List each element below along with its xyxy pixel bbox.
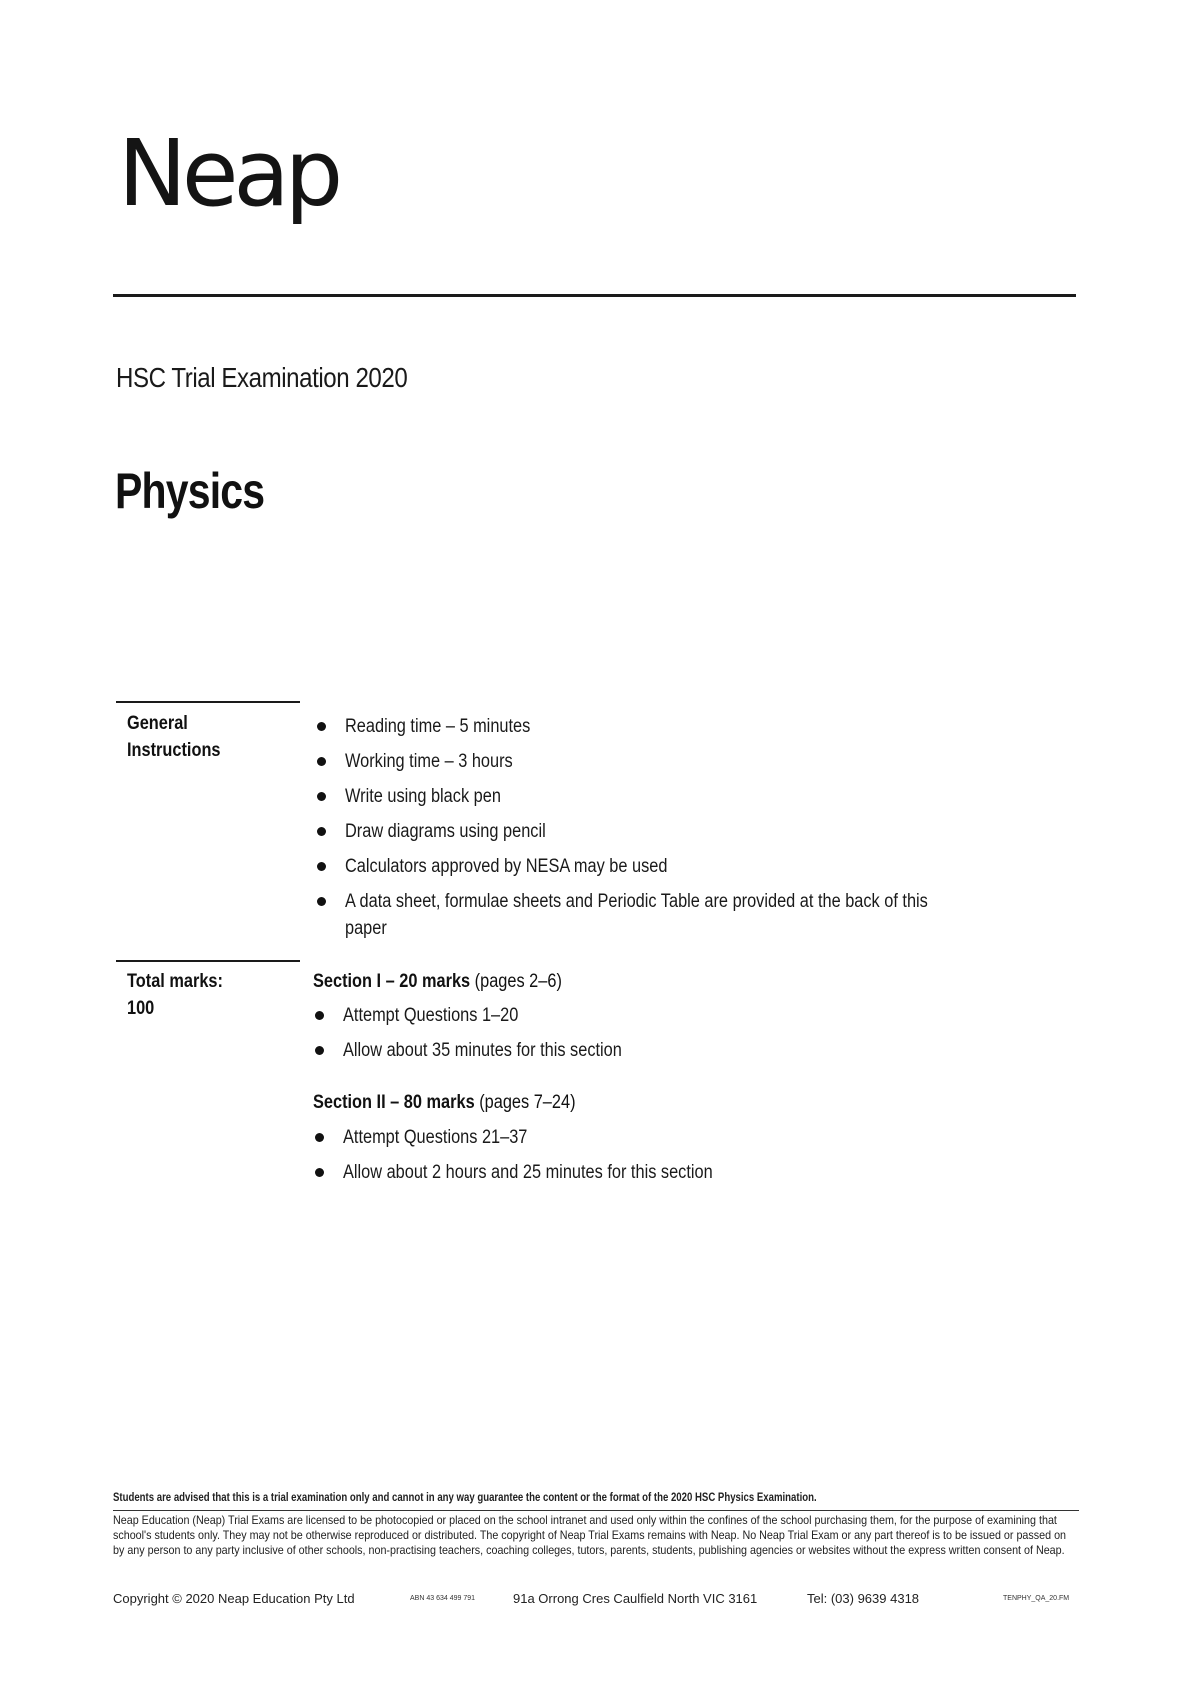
general-instructions-label xyxy=(127,710,221,764)
bullet-icon xyxy=(315,1133,324,1142)
list-item: A data sheet, formulae sheets and Periodic Table are provided at the back of this paper xyxy=(315,888,1065,942)
list-item: Allow about 2 hours and 25 minutes for this section xyxy=(313,1159,773,1186)
bullet-icon xyxy=(315,1011,324,1020)
footer-document-code: TENPHY_QA_20.FM xyxy=(1003,1595,1070,1602)
general-instructions-label-line2: Instructions xyxy=(127,740,221,761)
footer-phone: Tel: (03) 9639 4318 xyxy=(807,1591,920,1606)
neap-logo: Neap xyxy=(118,120,339,227)
footer-advisory: Students are advised that this is a trial examination only and cannot in any way guarantee the content or the format of the 2020 HSC Physics Examination. xyxy=(113,1490,817,1504)
list-item: Write using black pen xyxy=(315,783,1065,810)
bullet-icon xyxy=(317,862,326,871)
section-2-heading xyxy=(313,1089,576,1116)
list-item: Attempt Questions 21–37 xyxy=(313,1124,773,1151)
list-item: Allow about 35 minutes for this section xyxy=(313,1037,667,1064)
total-marks-rule xyxy=(116,960,300,962)
bullet-icon xyxy=(317,757,326,766)
general-instructions-rule xyxy=(116,701,300,703)
exam-title: HSC Trial Examination 2020 xyxy=(116,362,408,393)
section-1-list xyxy=(313,1002,667,1064)
header-divider xyxy=(113,294,1076,297)
footer-license-text: Neap Education (Neap) Trial Exams are licensed to be photocopied or placed on the school intranet and used only within the confines of the school purchasing them, for the purpose of examining that school's students only. They may not be otherwise reproduced or distributed. The copyright of Neap Trial Exams remains with Neap. No Neap Trial Exam or any part thereof is to be issued or passed on by any person to any party inclusive of other schools, non-practising teachers, coaching colleges, tutors, parents, students, publishing agencies or websites without the express written consent of Neap. xyxy=(113,1513,1067,1557)
subject-title: Physics xyxy=(115,463,265,519)
total-marks-label xyxy=(127,968,223,1022)
footer-abn: ABN 43 634 499 791 xyxy=(410,1595,475,1602)
footer-address: 91a Orrong Cres Caulfield North VIC 3161 xyxy=(513,1591,758,1606)
footer-contact-line xyxy=(113,1591,1079,1609)
total-marks-label-line1: Total marks: xyxy=(127,971,223,992)
bullet-icon xyxy=(315,1168,324,1177)
section-1-title: Section I – 20 marks xyxy=(313,971,471,992)
bullet-icon xyxy=(317,827,326,836)
section-1-pages: (pages 2–6) xyxy=(474,971,562,992)
total-marks-value: 100 xyxy=(127,998,155,1019)
bullet-icon xyxy=(317,722,326,731)
section-2-pages: (pages 7–24) xyxy=(479,1092,576,1113)
general-instructions-label-line1: General xyxy=(127,713,188,734)
bullet-icon xyxy=(315,1046,324,1055)
section-2-title: Section II – 80 marks xyxy=(313,1092,475,1113)
bullet-icon xyxy=(317,792,326,801)
list-item: Draw diagrams using pencil xyxy=(315,818,1065,845)
section-1-heading xyxy=(313,968,562,995)
section-2-list xyxy=(313,1124,773,1186)
bullet-icon xyxy=(317,897,326,906)
general-instructions-list xyxy=(315,713,1065,942)
footer-copyright: Copyright © 2020 Neap Education Pty Ltd xyxy=(113,1591,355,1606)
list-item: Attempt Questions 1–20 xyxy=(313,1002,667,1029)
list-item: Calculators approved by NESA may be used xyxy=(315,853,1065,880)
footer-divider xyxy=(113,1510,1079,1511)
list-item: Reading time – 5 minutes xyxy=(315,713,1065,740)
list-item: Working time – 3 hours xyxy=(315,748,1065,775)
